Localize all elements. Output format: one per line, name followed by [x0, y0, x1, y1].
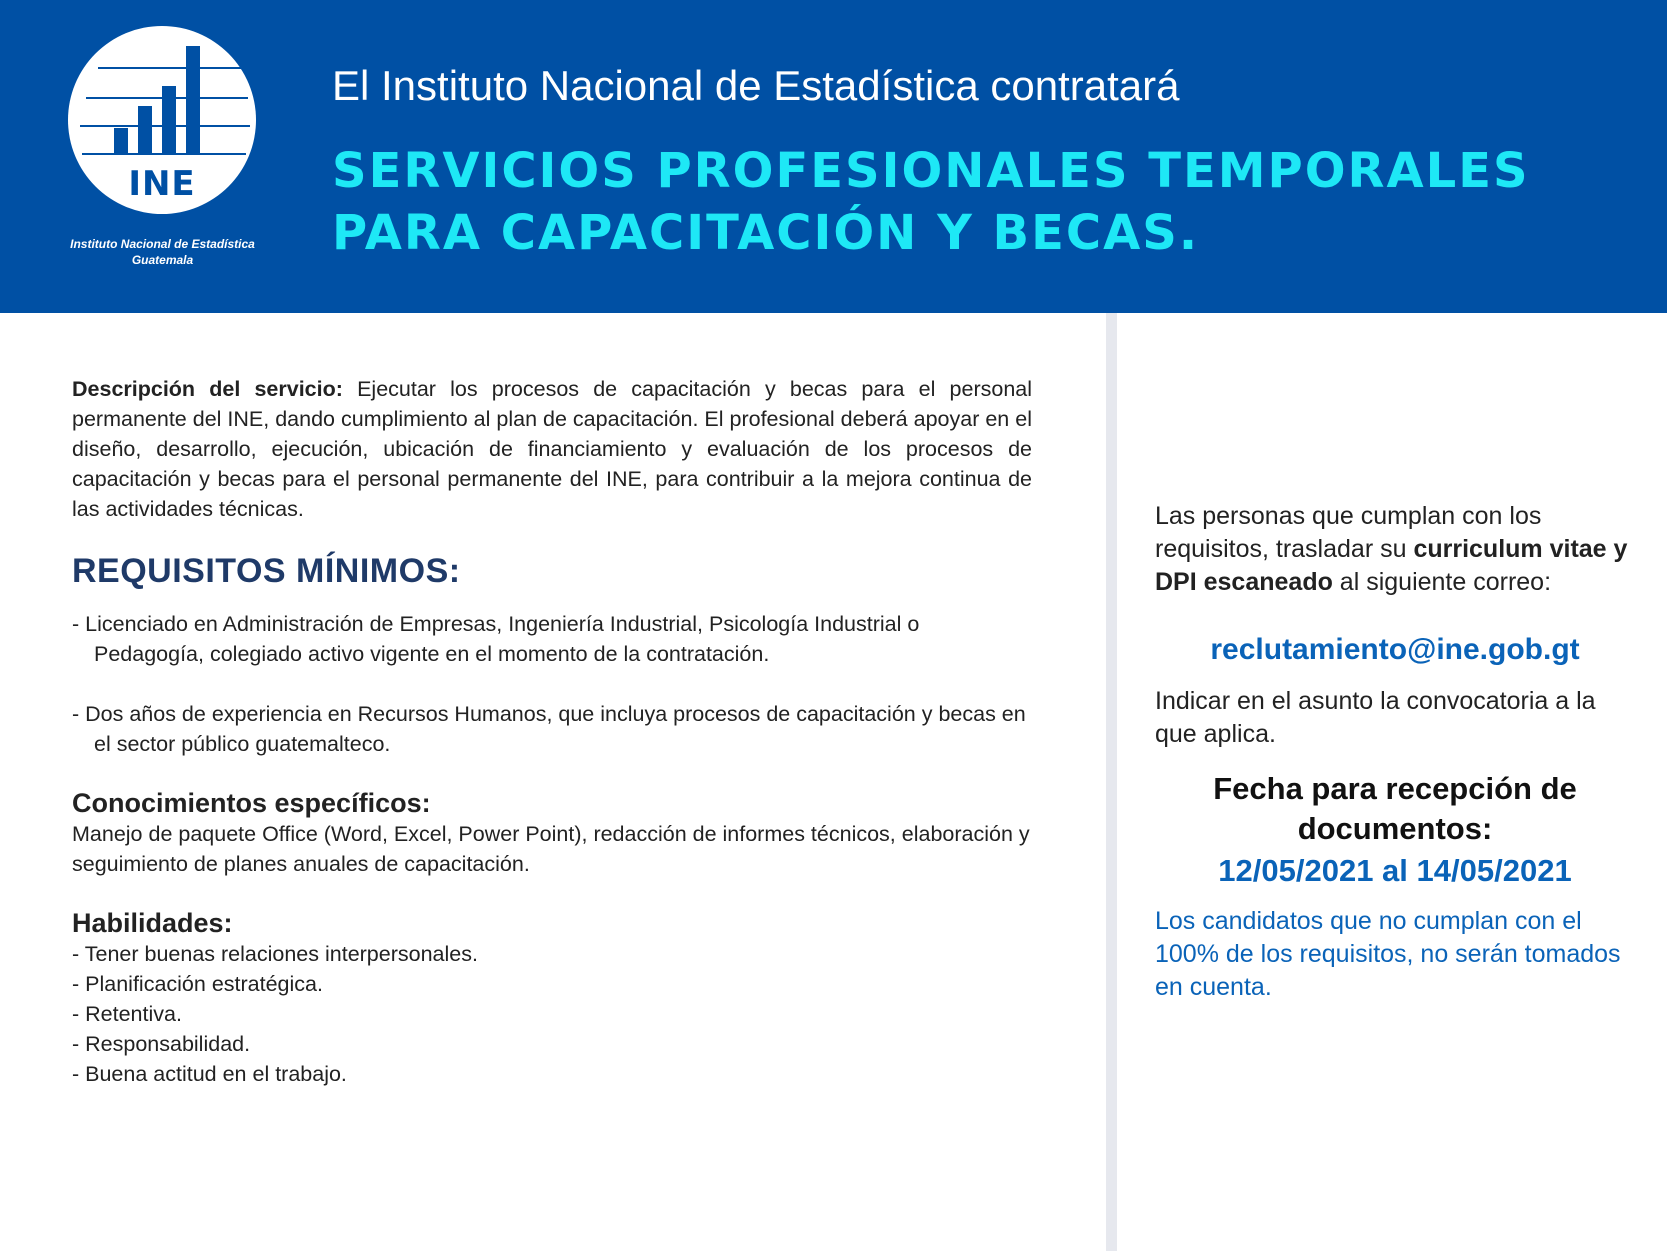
- knowledge-text: Manejo de paquete Office (Word, Excel, Power Point), redacción de informes técnicos, elaboración y seguimiento de planes anuales de capacitación.: [72, 822, 1030, 876]
- disclaimer-note: Los candidatos que no cumplan con el 100% de los requisitos, no serán tomados en cuenta.: [1155, 907, 1621, 1001]
- list-item: - Retentiva.: [72, 1002, 182, 1026]
- knowledge-heading: Conocimientos específicos:: [72, 788, 431, 818]
- description-label: Descripción del servicio:: [72, 377, 343, 401]
- list-item: - Tener buenas relaciones interpersonales.: [72, 942, 478, 966]
- date-range: 12/05/2021 al 14/05/2021: [1218, 853, 1572, 888]
- email-link[interactable]: reclutamiento@ine.gob.gt: [1210, 633, 1580, 666]
- description-text: Ejecutar los procesos de capacitación y becas para el personal permanente del INE, dando cumplimiento al plan de capacitación. El profesional deberá apoyar en el diseño, desarrollo, ejecución, ubicación de financiamiento y evaluación de los procesos de capacitación y becas para el personal permanente del INE, para contribuir a la mejora continua de las actividades técnicas.: [72, 377, 1033, 521]
- logo-text: INE: [128, 164, 196, 204]
- right-column: [1155, 500, 1635, 1004]
- subject-note: Indicar en el asunto la convocatoria a la que aplica.: [1155, 687, 1596, 748]
- title-line2: PARA CAPACITACIÓN Y BECAS.: [332, 205, 1200, 261]
- skills-list: [72, 939, 1032, 1089]
- page-title: [332, 140, 1530, 264]
- logo-caption: [40, 236, 285, 268]
- application-text-bold: curriculum vitae y DPI escaneado: [1155, 535, 1628, 596]
- header-subtitle: El Instituto Nacional de Estadística contratará: [332, 62, 1180, 109]
- skills-heading: Habilidades:: [72, 908, 233, 938]
- logo-caption-line2: Guatemala: [131, 253, 194, 267]
- logo-circle: [68, 26, 256, 214]
- service-description: [72, 374, 1032, 524]
- requirement-item: - Licenciado en Administración de Empresas, Ingeniería Industrial, Psicología Industrial o Pedagogía, colegiado activo vigente en el momento de la contratación.: [72, 612, 920, 666]
- logo-caption-line1: Instituto Nacional de Estadística: [70, 237, 255, 251]
- application-text-before: Las personas que cumplan con los requisitos, trasladar su: [1155, 502, 1542, 563]
- list-item: - Planificación estratégica.: [72, 972, 323, 996]
- title-line1: SERVICIOS PROFESIONALES TEMPORALES: [332, 143, 1530, 199]
- list-item: - Buena actitud en el trabajo.: [72, 1062, 347, 1086]
- header-banner: [0, 0, 1667, 313]
- requirements-heading: REQUISITOS MÍNIMOS:: [72, 552, 461, 590]
- left-column: [72, 374, 1032, 1089]
- column-divider: [1106, 313, 1117, 1251]
- application-text-after: al siguiente correo:: [1332, 568, 1552, 596]
- list-item: - Responsabilidad.: [72, 1032, 251, 1056]
- date-heading: Fecha para recepción de documentos:: [1213, 771, 1577, 846]
- requirement-item: - Dos años de experiencia en Recursos Humanos, que incluya procesos de capacitación y becas en el sector público guatemalteco.: [72, 702, 1026, 756]
- application-instructions: [1155, 500, 1635, 599]
- ine-logo: [40, 26, 290, 276]
